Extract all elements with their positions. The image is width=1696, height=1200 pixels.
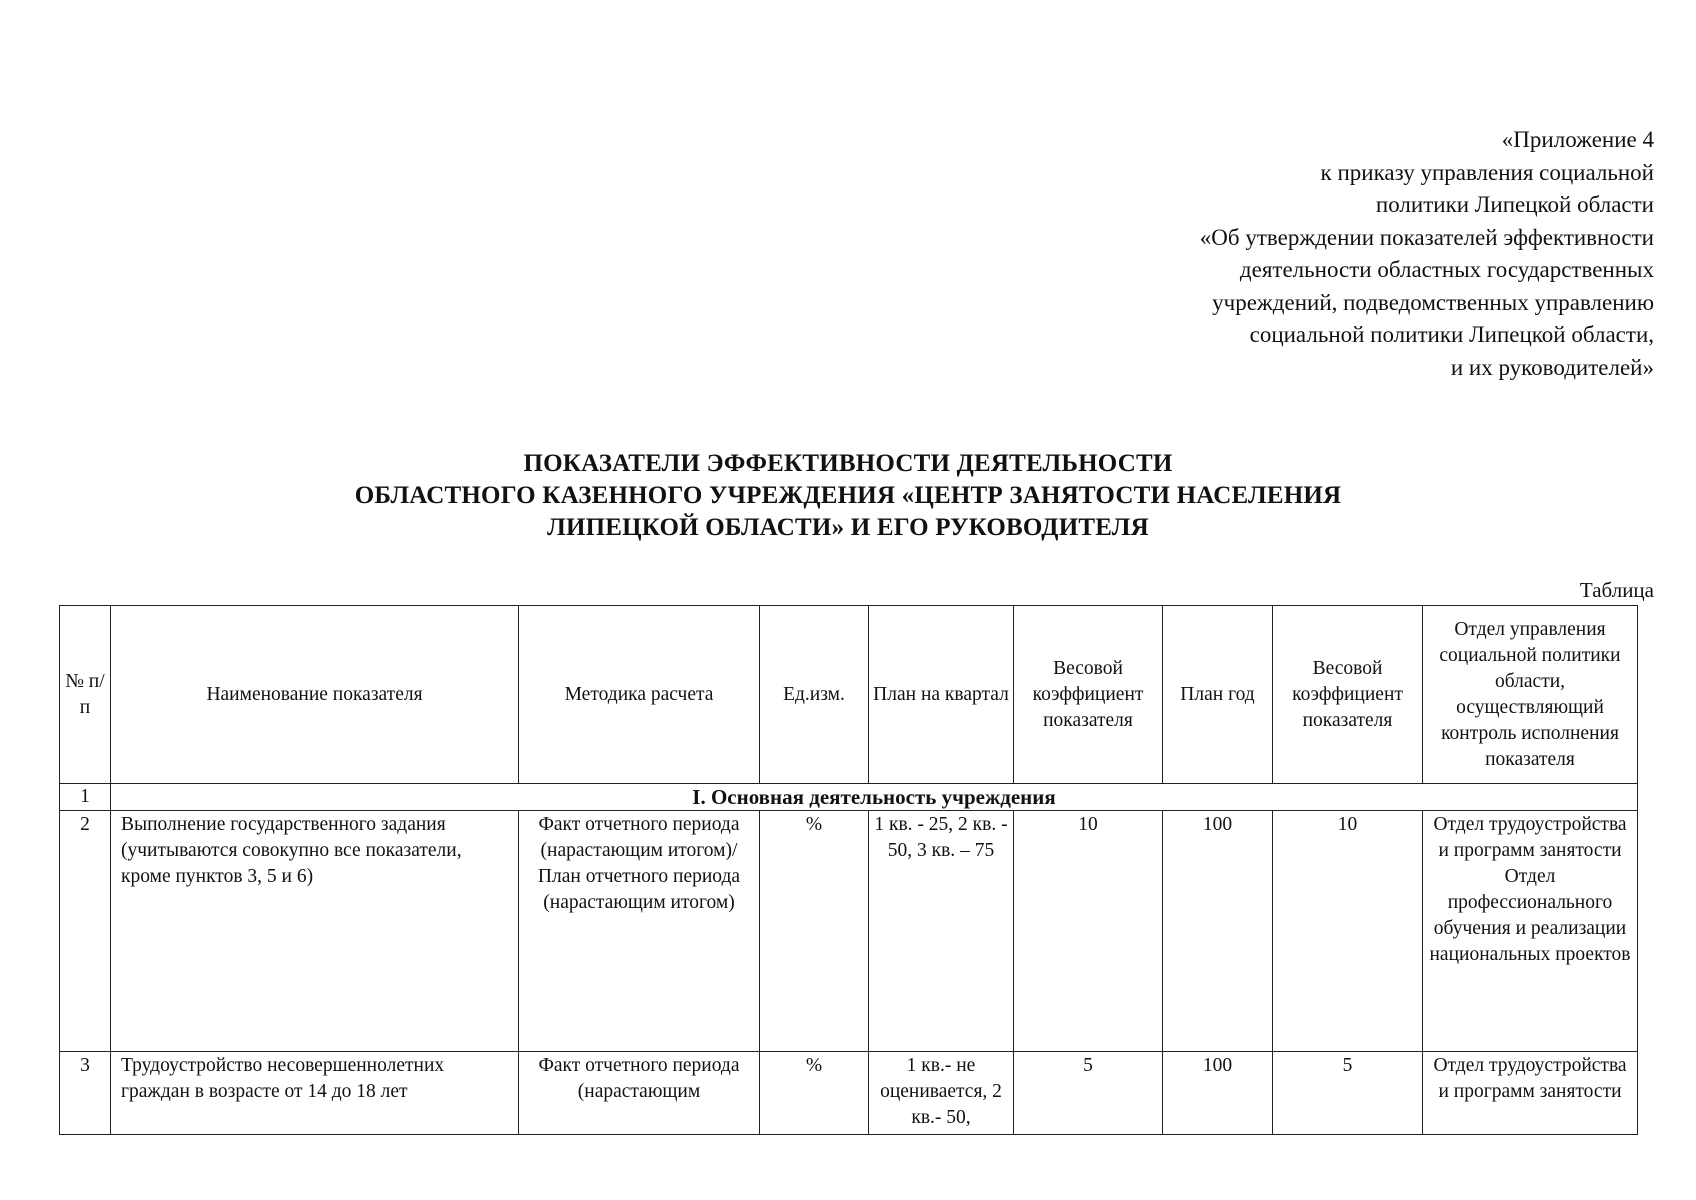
appendix-line: «Об утверждении показателей эффективности [1199,224,1654,250]
cell-num: 3 [60,1052,111,1135]
cell-method: Факт отчетного периода (нарастающим [519,1052,760,1135]
cell-name: Трудоустройство несовершеннолетних граждан в возрасте от 14 до 18 лет [111,1052,519,1135]
cell-method: Факт отчетного периода (нарастающим итогом)/ План отчетного периода (нарастающим итогом) [519,811,760,1052]
cell-department: Отдел трудоустройства и программ занятости [1423,1052,1638,1135]
title-line: ОБЛАСТНОГО КАЗЕННОГО УЧРЕЖДЕНИЯ «ЦЕНТР ЗАНЯТОСТИ НАСЕЛЕНИЯ [354,482,1342,509]
cell-weight-1: 10 [1014,811,1163,1052]
header-plan-year: План год [1163,606,1273,784]
cell-unit: % [760,811,869,1052]
title-line: ПОКАЗАТЕЛИ ЭФФЕКТИВНОСТИ ДЕЯТЕЛЬНОСТИ [523,450,1173,477]
cell-num: 2 [60,811,111,1052]
header-plan-quarter: План на квартал [869,606,1014,784]
appendix-line: деятельности областных государственных [1239,257,1654,282]
table-row [60,1052,1638,1135]
table-header-row [60,606,1638,784]
indicators-table [59,605,1638,1135]
cell-plan-year: 100 [1163,1052,1273,1135]
appendix-line: политики Липецкой области [1375,192,1654,217]
cell-weight-2: 5 [1273,1052,1423,1135]
header-weight-1: Весовой коэффициент показателя [1014,606,1163,784]
section-title: I. Основная деятельность учреждения [111,784,1638,811]
cell-weight-1: 5 [1014,1052,1163,1135]
table-label: Таблица [1579,578,1654,602]
appendix-line: «Приложение 4 [1501,127,1654,152]
document-title [0,448,1696,544]
cell-plan-year: 100 [1163,811,1273,1052]
header-method: Методика расчета [519,606,760,784]
title-line: ЛИПЕЦКОЙ ОБЛАСТИ» И ЕГО РУКОВОДИТЕЛЯ [547,514,1149,541]
cell-unit: % [760,1052,869,1135]
appendix-line: учреждений, подведомственных управлению [1212,289,1654,315]
appendix-line: социальной политики Липецкой области, [1249,322,1654,347]
header-department: Отдел управления социальной политики области, осуществляющий контроль исполнения показателя [1423,606,1638,784]
appendix-line: к приказу управления социальной [1320,159,1654,185]
section-row [60,784,1638,811]
table-row [60,811,1638,1052]
cell-department: Отдел трудоустройства и программ занятости Отдел профессионального обучения и реализации национальных проектов [1423,811,1638,1052]
cell-plan-quarter: 1 кв.- не оценивается, 2 кв.- 50, [869,1052,1014,1135]
cell-name: Выполнение государственного задания (учитываются совокупно все показатели, кроме пунктов 3, 5 и 6) [111,811,519,1052]
cell-plan-quarter: 1 кв. - 25, 2 кв. - 50, 3 кв. – 75 [869,811,1014,1052]
header-weight-2: Весовой коэффициент показателя [1273,606,1423,784]
section-num: 1 [60,784,111,811]
header-num: № п/п [60,606,111,784]
header-name: Наименование показателя [111,606,519,784]
header-unit: Ед.изм. [760,606,869,784]
appendix-line: и их руководителей» [1450,354,1654,380]
cell-weight-2: 10 [1273,811,1423,1052]
appendix-heading [1014,124,1654,384]
